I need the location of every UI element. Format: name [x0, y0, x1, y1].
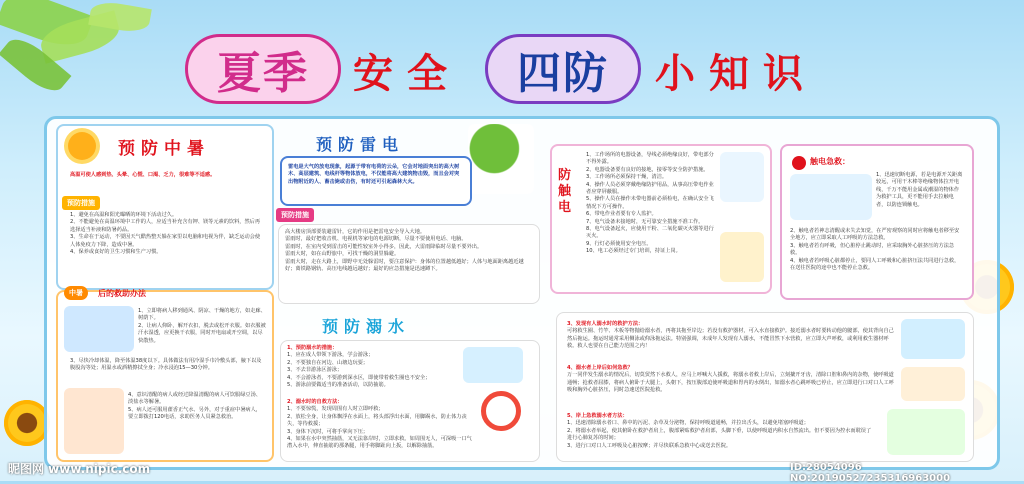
drown-heading: 预防溺水	[322, 317, 411, 336]
list-item: 3、尽快冷却体温，降至体温38度以下。具体做法有用冷湿手巾冷敷头部，腋下以及腹股沟等处；用温水或酒精擦拭全身；冷水浸泡15—30分钟。	[70, 358, 262, 372]
list-item: 2、放松全身，让身体飘浮在水面上，将头部浮出水面，用脚踢水，防止体力丧失，等待救援；	[287, 413, 467, 428]
list-item: 5、操作人员在操作未带电器前必须检电，在确认安全飞情况下方可操作。	[586, 196, 714, 210]
firstaid-list-b	[790, 228, 964, 272]
page-title	[185, 28, 845, 110]
drown-prevention-panel	[280, 340, 540, 462]
list-item: 4、如果在水中突然抽筋，又无法靠岸时，立即求救。如周围无人，可深吸一口气潜入水中，伸直抽筋的那条腿，用手将脚趾向上扳，以解除抽筋。	[287, 436, 472, 450]
drown-s1	[287, 345, 437, 389]
list-item: 1、迅速切断电源，若是电源开关距离较远，可用干木棒等绝缘物体拉开电线，千万不能用金属或潮湿的物体作为救护工具，更不能用手去拉触电者，以防连锁触电。	[876, 172, 963, 208]
tv-shock-illustration	[720, 232, 764, 282]
section-title: 5、岸上急救溺水者方法：	[567, 413, 628, 419]
list-item: 3、生命在于运动，不要因天气酷热整天躲在家里以电脑和电视为伴，缺乏运动会使人体免疫力下降，造成中暑。	[70, 234, 261, 248]
watermark-left: 昵图网 www.nipic.com	[8, 462, 151, 476]
list-item: 4、触电者若呼吸心脏都停止，要同人工呼吸和心脏挤压法共同进行急救，在送往医院的途中也不能停止急救。	[790, 257, 960, 272]
list-item: 9、行灯必须使用安全电压。	[586, 240, 652, 247]
rescue-illustration-1	[64, 306, 134, 352]
list-item: 1、迅速清除溺水者口、鼻中的污泥、杂草及分泌物，保持呼吸道通畅，并拉出舌头，以避免堵塞呼吸道；	[567, 420, 809, 427]
list-item: 5、游泳前要做适当的准备活动，以防抽筋。	[287, 382, 389, 389]
swimmer-illustration	[463, 347, 523, 383]
cpr-illustration	[901, 367, 965, 401]
title-part-four-prevention: 四防	[485, 34, 641, 104]
list-item: 雷雨时，在室内受到雷击的可能性较室外小得多，因此，大雷雨降临时尽量不要外出。	[285, 243, 483, 250]
watermark-right: ID:28054096 NO:20190527235316963000	[790, 462, 951, 484]
list-item: 1、避免在高温和阳光曝晒的环境下活动过久。	[70, 212, 178, 218]
list-item: 3、不去非游泳区游泳；	[287, 367, 343, 374]
thunder-intro: 雷电是大气的放电现象，起源于带有电荷的云朵，它会对地面突出的高大树木、高层建筑、电线杆等物体放电，不仅能将高大建筑物击毁，而且会对突出物附近的人、畜击毙或击伤，有时还可引起森林大火。	[288, 164, 460, 185]
heat-heading: 预防中暑	[118, 139, 210, 159]
thunder-intro-box	[280, 156, 472, 206]
section-title: 1、预防溺水的措施：	[287, 345, 338, 351]
list-item: 4、操作人员必须穿戴绝缘防护用品，从事高压带电作业者应穿屏蔽服。	[586, 181, 714, 196]
list-item: 4、不会游泳者，不要游到深水区，即使带着救生圈也不安全；	[287, 374, 431, 381]
electric-panel	[550, 144, 772, 294]
list-item: 3、进行口对口人工呼吸及心脏按摩；并尽快联系急救中心或送去医院。	[567, 442, 732, 449]
rescue-list-c	[128, 392, 266, 422]
list-item: 2、电器设备要有良好的接地，接零等安全防护措施。	[586, 166, 709, 173]
list-item: 万一同伴发生溺水的情况后，切莫贸然下水救人，应马上呼喊大人援救，将溺水者救上岸后，立刻撬开牙齿，清除口腔和鼻内的杂物，使呼吸道通畅；抢救者屈膝，将病人俯卧于大腿上，头朝下，按压腹部迫使呼吸道和胃内的水倒出，如溺水者心跳呼吸已停止，应立即进行口对口人工呼吸和胸外心脏挤压，同时急速送医院抢救。	[567, 372, 894, 394]
heat-rescue-panel	[56, 290, 274, 462]
section-title: 2、溺水时的自救方法：	[287, 399, 343, 405]
list-item: 3、身体下沉时，可将手掌向下压；	[287, 428, 369, 435]
heat-panel	[56, 124, 274, 290]
lifebuoy-illustration	[481, 391, 521, 431]
rescue-shock-illustration	[790, 174, 872, 220]
heat-measures-list	[70, 212, 262, 256]
drown-s4	[567, 365, 895, 395]
list-item: 7、电气设备未接地时，无可靠安全措施不准工作。	[586, 218, 704, 225]
drown-rescue-panel	[556, 312, 974, 462]
list-item: 8、电气设备起火，应使用干粉、二氧化碳灭火器等进行灭火。	[586, 226, 714, 240]
lake-rescue-illustration	[901, 319, 965, 359]
list-item: 6、带电作业者要有专人监护。	[586, 211, 657, 218]
rescue-list-a	[138, 308, 266, 345]
section-title: 3、发现有人溺水时的救护方法：	[567, 321, 644, 327]
list-item: 1、工作场所的电器设备，导线必须绝缘良好，带电部分不得外露。	[586, 152, 714, 166]
firstaid-panel	[780, 144, 974, 300]
rescue-tag-a: 中暑	[64, 286, 88, 300]
list-item: 雷雨大时，如在山野旅中，可找干燥的洞里躲避。	[285, 251, 400, 258]
list-item: 2、不要独自在河边、山塘边玩耍；	[287, 359, 369, 366]
list-item: 1、不要惊慌，发现周围有人时立即呼救；	[287, 406, 384, 413]
list-item: 2、将溺水者举起，使其俯卧在救护者肩上，腹部紧贴救护者肩部，头脚下垂，以使呼吸道内积水自然流出。但不要因为控水而耽误了进行心肺复苏的时间；	[567, 427, 872, 442]
list-item: 2、不能避免在高温环境中工作的人，应适当补充含有钾、镁等元素的饮料，然后再选择适当补液和防暑药品。	[70, 219, 261, 233]
lightning-tree-illustration	[468, 124, 534, 194]
drown-s3	[567, 321, 895, 351]
title-part-safety: 安全	[353, 50, 461, 97]
list-item: 4、保养或食好的卫生习惯和生产习惯。	[70, 249, 162, 256]
firstaid-heading: 触电急救：	[810, 157, 850, 166]
electric-side-title: 防触电	[558, 168, 572, 215]
section-title: 4、溺水者上岸后如何急救？	[567, 365, 633, 371]
list-item: 4、意识清醒的病人或经过降温清醒的病人可饮服绿豆汤、淡盐水等解暑。	[128, 392, 261, 406]
thunder-heading: 预防雷电	[316, 135, 405, 154]
drown-s2	[287, 399, 477, 451]
list-item: 1、立即将病人移到通风、阴凉、干燥的地方，如走廊、树荫下。	[138, 308, 266, 322]
list-item: 3、工作场所必须保持干燥，清洁。	[586, 174, 668, 181]
heat-measures-tag: 预防措施	[62, 196, 100, 210]
list-item: 可将救生圈、竹竿、木板等物抛给溺水者，再将其拖至岸边；若没有救护器材，可入水直接救护。接近溺水者时要转动他的髋部，使其背向自己然后拖运。拖运时通常采用侧泳或仰泳拖运法。特别强调，未成年人发现有人溺水，不能冒然下水营救，应立即大声呼救，或利用救生器材呼救。救人也要在自己能力范围之内！	[567, 328, 894, 350]
thunder-measures-box	[278, 224, 540, 304]
rescue-list-b	[70, 358, 266, 373]
power-line-illustration	[720, 152, 764, 202]
list-item: 2、让病人仰卧，解开衣扣，脱去或松开衣服。如衣服被汗水湿透，应更换干衣服，同时开电扇或开空调，以尽快散热。	[138, 322, 266, 344]
rescue-tag-b: 后的救助办法	[98, 289, 146, 298]
list-item: 高大楼房顶部要装避雷针，它的作用是把雷电安全导入大地。	[285, 229, 426, 235]
list-item: 雷雨大时，走在大路上，即野中无处躲雷时，要注意保护：身体的位置越低越好；人体与地面距离越近越好；离铁路钢轨、高压电线越远越好；最好的应急措施是迅速蹲下。	[285, 258, 524, 273]
sun-icon	[68, 132, 96, 160]
electric-measures-list	[586, 152, 718, 256]
heat-intro: 高温可使人感到热、头晕、心慌、口渴、乏力，很难等不适感。	[70, 172, 216, 178]
title-part-summer: 夏季	[185, 34, 341, 104]
list-item: 10、电工必须经过专门培训，持证上岗。	[586, 248, 681, 255]
red-cross-icon	[792, 156, 806, 170]
rescue-illustration-2	[64, 388, 124, 454]
carry-rescue-illustration	[887, 409, 965, 455]
list-item: 5、病人还可服用藿香正气水、另外，对于重症中暑病人，要立即拨打120电话，求助医务人员紧急救治。	[128, 406, 261, 421]
list-item: 2、触电者若神志清醒或未失去知觉，在严密观察的同时应将触电者移至安全地方，应立即采取人工呼吸的方法急救。	[790, 228, 960, 242]
list-item: 1、应在成人带领下游泳，学会游泳；	[287, 352, 374, 359]
thunder-measures-tag: 预防措施	[276, 208, 314, 222]
list-item: 3、触电者若有呼吸，但心脏停止跳动时，应采取胸外心脏挤压的方法急救。	[790, 242, 955, 257]
drown-s5	[567, 413, 875, 450]
firstaid-list-a	[876, 172, 964, 209]
list-item: 雷雨时，最好把收音机、电视机等家电的电源切断，尽量不要使用电话、电脑。	[285, 236, 467, 243]
thunder-measures-list	[285, 229, 533, 273]
title-part-knowledge: 小知识	[655, 50, 817, 97]
